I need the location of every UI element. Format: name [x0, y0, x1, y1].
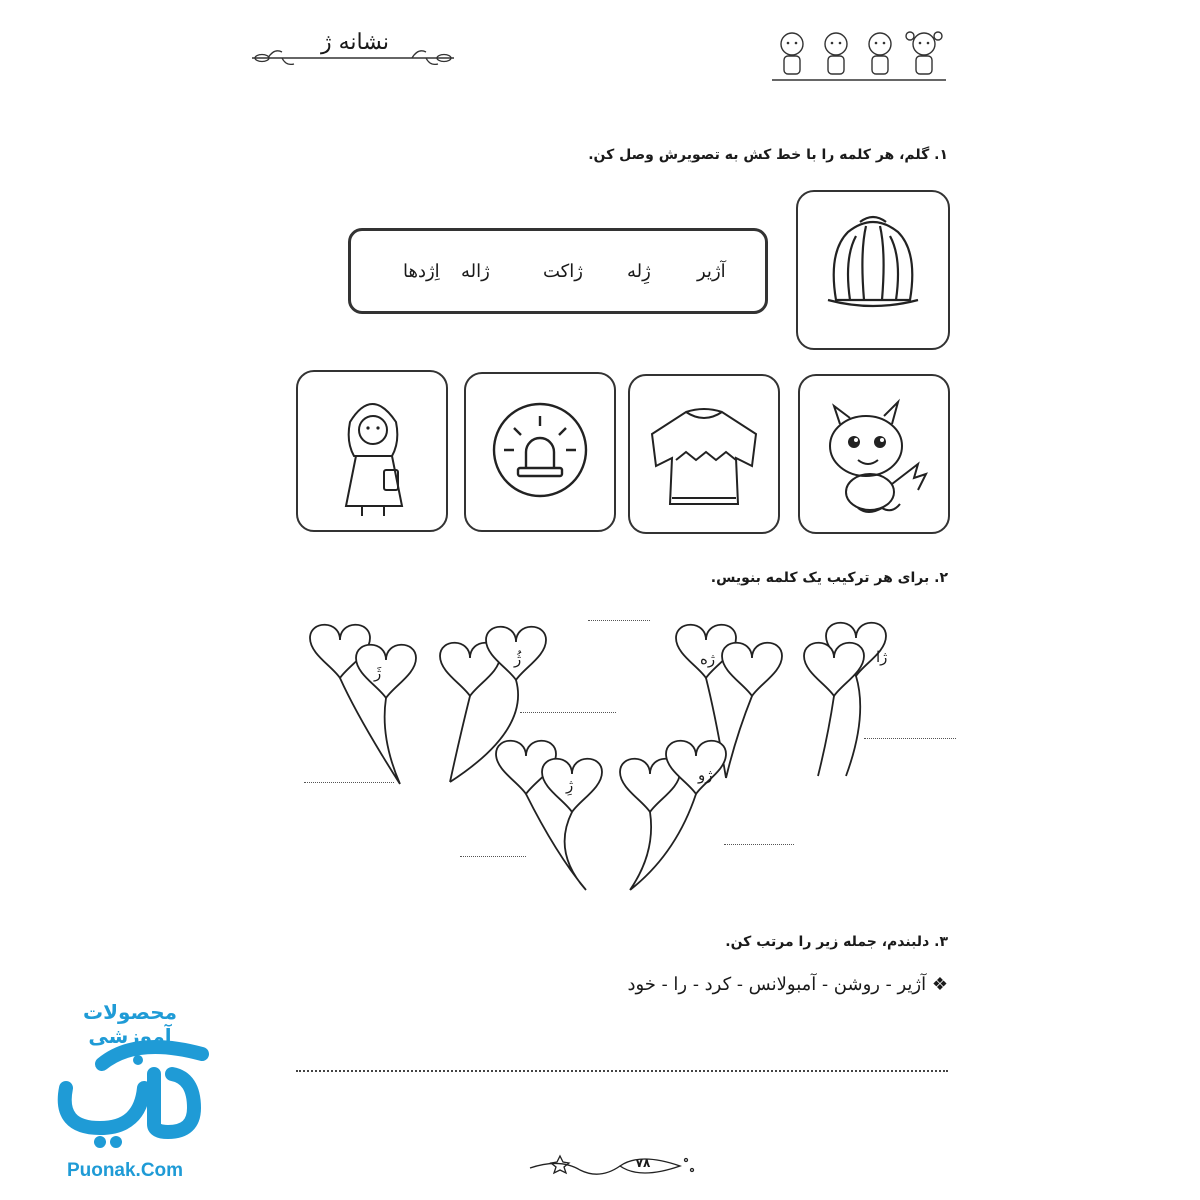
answer-line-4[interactable]: [304, 782, 394, 783]
page-number: ۷۸: [635, 1156, 651, 1170]
balloon-label-6: ژَ: [374, 664, 382, 682]
word-4[interactable]: ژاله: [461, 261, 490, 282]
balloon-label-1: ژا: [876, 648, 888, 666]
answer-line-1[interactable]: [588, 620, 650, 621]
girl-icon: [298, 372, 446, 530]
jelly-icon: [798, 192, 948, 348]
balloon-label-2: ژه: [700, 650, 716, 668]
picture-box-dragon[interactable]: [798, 374, 950, 534]
picture-box-jelly[interactable]: [796, 190, 950, 350]
page-title: نشانه ژ: [321, 30, 389, 55]
children-illustration-icon: [770, 28, 948, 84]
balloon-label-5: ژُ: [514, 650, 522, 668]
answer-line-3[interactable]: [520, 712, 616, 713]
word-bank: [348, 228, 768, 314]
sweater-icon: [630, 376, 778, 532]
balloons-illustration: [296, 600, 960, 900]
sentence-text: آژیر - روشن - آمبولانس - کرد - را - خود: [627, 974, 927, 995]
picture-box-sweater[interactable]: [628, 374, 780, 534]
balloon-label-4: ژِ: [566, 776, 574, 794]
word-5[interactable]: اِژدها: [403, 261, 440, 282]
answer-line-6[interactable]: [724, 844, 794, 845]
brand-name: محصولات آموزشی: [82, 1000, 178, 1048]
bullet-icon: ❖: [931, 974, 948, 995]
exercise1-instruction: ۱. گلم، هر کلمه را با خط کش به تصویرش وصل کن.: [588, 147, 948, 163]
picture-box-girl[interactable]: [296, 370, 448, 532]
siren-icon: [466, 374, 614, 530]
page-number-ornament: [520, 1146, 700, 1186]
word-1[interactable]: آژیر: [697, 261, 726, 282]
picture-box-siren[interactable]: [464, 372, 616, 532]
exercise3-instruction: ۳. دلبندم، جمله زیر را مرتب کن.: [725, 934, 948, 950]
balloon-label-3: ژو: [698, 766, 713, 784]
brand-url: Puonak.Com: [66, 1160, 184, 1181]
exercise2-instruction: ۲. برای هر ترکیب یک کلمه بنویس.: [710, 570, 948, 586]
answer-line-2[interactable]: [864, 738, 956, 739]
dragon-icon: [800, 376, 948, 532]
word-2[interactable]: ژِله: [627, 261, 651, 282]
word-3[interactable]: ژاکت: [543, 261, 583, 282]
brand-logo-icon: [42, 1030, 222, 1150]
answer-line-5[interactable]: [460, 856, 526, 857]
sentence-answer-line[interactable]: [296, 1070, 948, 1072]
scrambled-sentence: [560, 974, 948, 995]
